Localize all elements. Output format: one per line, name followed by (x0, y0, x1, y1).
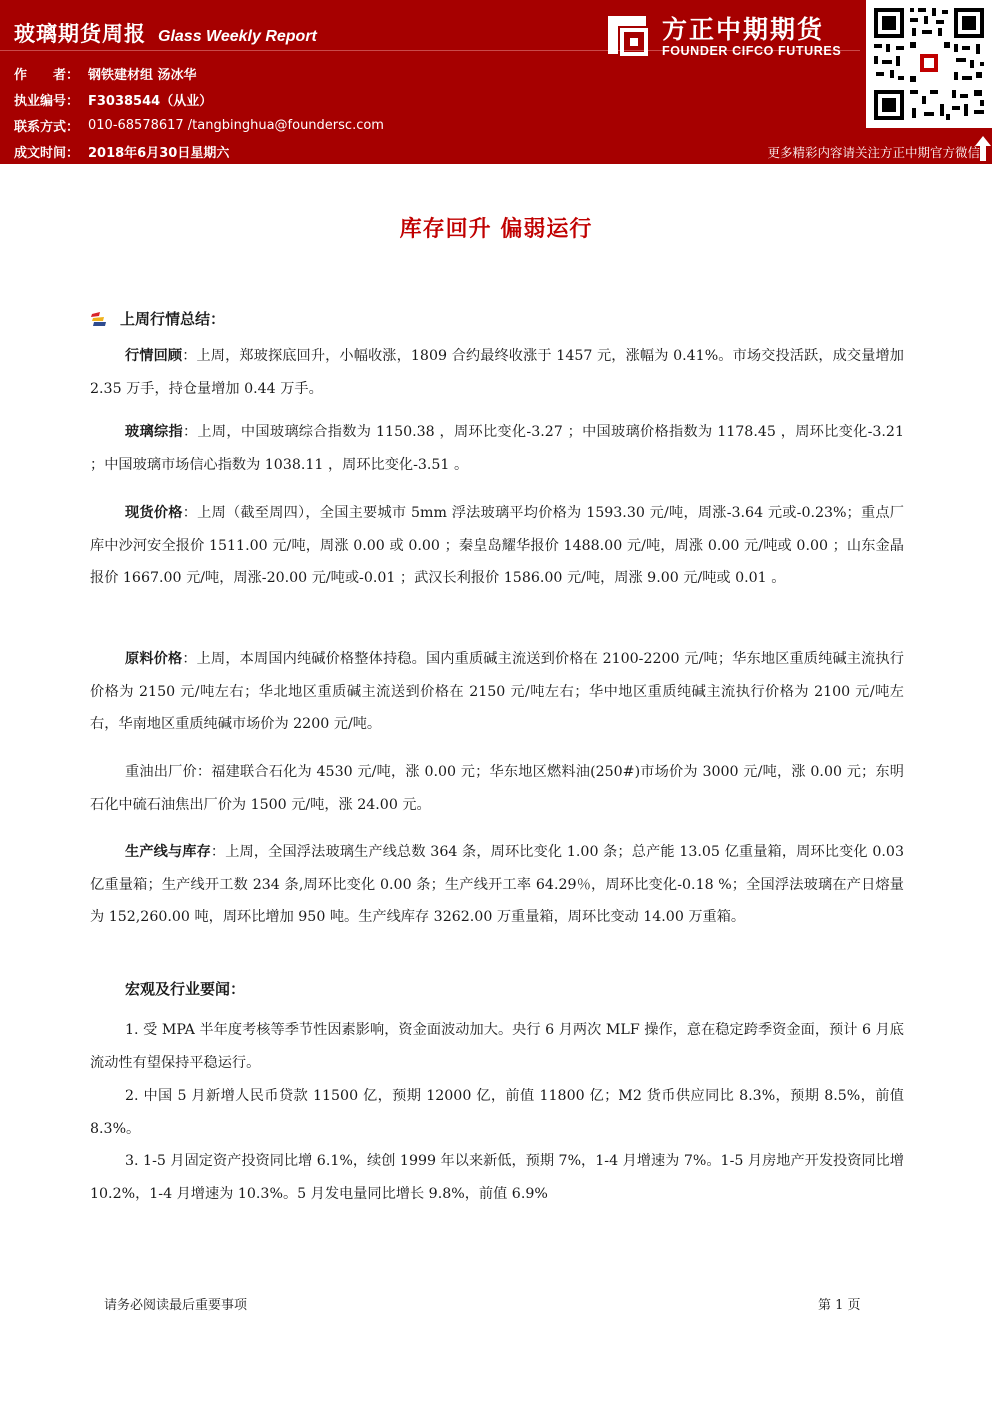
news-item: 3. 1-5 月固定资产投资同比增 6.1%，续创 1999 年以来新低，预期 7%，1-4 月增速为 7%。1-5 月房地产开发投资同比增 10.2%，1-4 月增速为 10.3%。5 月发电量同比增长 9.8%，前值 6.9% (90, 1153, 904, 1202)
meta-date (14, 138, 654, 164)
follow-wechat-text: 更多精彩内容请关注方正中期官方微信 (767, 145, 980, 160)
page-number: 第 1 页 (818, 1298, 861, 1313)
brand-name-en: FOUNDER CIFCO FUTURES (662, 44, 842, 58)
report-header (0, 0, 992, 164)
qr-code-icon (866, 0, 992, 128)
paragraph-glass-index (90, 416, 904, 481)
report-title-en: Glass Weekly Report (158, 28, 317, 45)
para-key: 行情回顾 (125, 348, 183, 364)
para-key: 原料价格 (125, 651, 183, 667)
para-text: ：上周，全国浮法玻璃生产线总数 364 条，周环比变化 1.00 条；总产能 13.05 亿重量箱，周环比变化 0.03 亿重量箱；生产线开工数 234 条,周环比变化 0.00 条；生产线开工率 64.29％，周环比变化-0.18 %；全国浮法玻璃在产日熔量为 152,260.00 吨，周环比增加 950 吨。生产线库存 3262.00 万重量箱，周环比变动 14.00 万重箱。 (90, 844, 904, 925)
para-text: ：上周，郑玻探底回升，小幅收涨，1809 合约最终收涨于 1457 元，涨幅为 0.41%。市场交投活跃，成交量增加 2.35 万手，持仓量增加 0.44 万手。 (90, 348, 904, 397)
para-text: ：上周，本周国内纯碱价格整体持稳。国内重质碱主流送到价格在 2100-2200 元/吨；华东地区重质纯碱主流执行价格为 2150 元/吨左右；华北地区重质碱主流送到价格在 2150 元/吨左右；华中地区重质纯碱主流执行价格为 2100 元/吨左右，华南地区重质纯碱市场价为 2200 元/吨。 (90, 651, 904, 732)
macro-news-title: 宏观及行业要闻： (125, 980, 246, 998)
brand-name-cn: 方正中期期货 (662, 15, 825, 44)
meta-value: 2018年6月30日星期六 (88, 145, 230, 161)
news-item: 1. 受 MPA 半年度考核等季节性因素影响，资金面波动加大。央行 6 月两次 MLF 操作，意在稳定跨季资金面，预计 6 月底流动性有望保持平稳运行。 (90, 1022, 904, 1071)
para-key: 生产线与库存 (125, 844, 211, 860)
para-text: ：上周（截至周四），全国主要城市 5mm 浮法玻璃平均价格为 1593.30 元/吨，周涨-3.64 元或-0.23%；重点厂库中沙河安全报价 1511.00 元/吨，周涨 0.00 或 0.00 ；秦皇岛耀华报价 1488.00 元/吨，周涨 0.00 元/吨或 0.00 ；山东金晶报价 1667.00 元/吨，周涨-20.00 元/吨或-0.01 ；武汉长利报价 1586.00 元/吨，周涨 9.00 元/吨或 0.01 。 (90, 505, 904, 586)
meta-value: 010-68578617 /tangbinghua@foundersc.com (88, 117, 384, 133)
paragraph-raw-material (90, 643, 904, 741)
document-title: 库存回升 偏弱运行 (399, 217, 593, 242)
meta-label: 作 者： (14, 67, 80, 83)
meta-label: 执业编号： (14, 93, 80, 109)
paragraph-heavy-oil (90, 756, 904, 821)
footer-notice: 请务必阅读最后重要事项 (104, 1298, 248, 1313)
meta-label: 成文时间： (14, 145, 80, 161)
meta-label: 联系方式： (14, 119, 80, 135)
meta-contact (14, 112, 654, 138)
paragraph-spot-price (90, 497, 904, 595)
section-header (90, 308, 225, 329)
bullet-icon (90, 311, 108, 327)
meta-value: 钢铁建材组 汤冰华 (88, 67, 197, 83)
brand (604, 6, 864, 66)
author-meta (14, 60, 654, 164)
report-title-row (14, 18, 317, 48)
para-text: ：上周，中国玻璃综合指数为 1150.38 ，周环比变化-3.27 ；中国玻璃价格指数为 1178.45 ，周环比变化-3.21 ；中国玻璃市场信心指数为 1038.11 ，周环比变化-3.51 。 (90, 424, 904, 473)
paragraph-production-inventory (90, 836, 904, 934)
news-item: 2. 中国 5 月新增人民币贷款 11500 亿，预期 12000 亿，前值 11800 亿；M2 货币供应同比 8.3%，预期 8.5%，前值 8.3%。 (90, 1088, 904, 1137)
arrow-up-icon (974, 134, 992, 162)
meta-value: F3038544（从业） (88, 93, 213, 109)
paragraph-market-review (90, 340, 904, 405)
founder-logo-icon (604, 12, 650, 58)
meta-license (14, 86, 654, 112)
para-key: 玻璃综指 (125, 424, 183, 440)
meta-author (14, 60, 654, 86)
para-text: 重油出厂价：福建联合石化为 4530 元/吨，涨 0.00 元；华东地区燃料油(250#)市场价为 3000 元/吨，涨 0.00 元；东明石化中硫石油焦出厂价为 1500 元/吨，涨 24.00 元。 (90, 764, 904, 813)
section-title: 上周行情总结： (120, 310, 226, 328)
follow-wechat-bar (700, 140, 980, 164)
para-key: 现货价格 (125, 505, 183, 521)
wechat-qr-code (866, 0, 992, 128)
report-title-cn: 玻璃期货周报 (14, 22, 146, 46)
